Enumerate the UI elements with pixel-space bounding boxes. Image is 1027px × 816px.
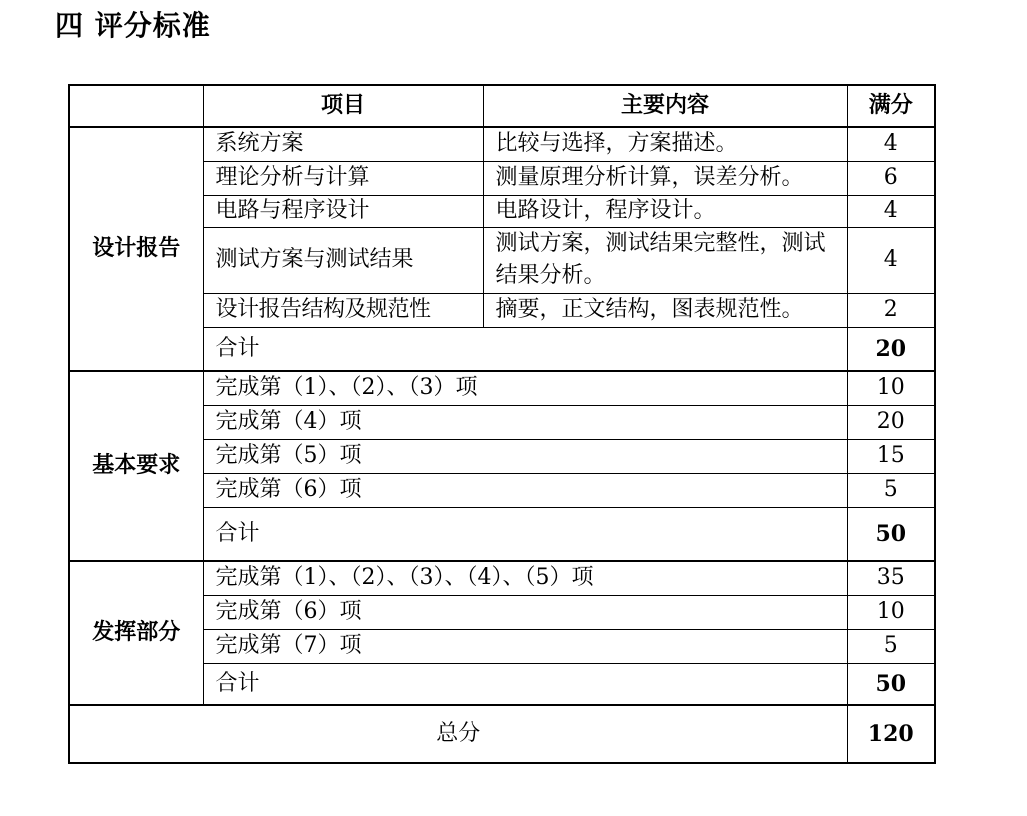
- item-cell: 完成第（5）项: [203, 439, 847, 473]
- score-cell: 10: [847, 595, 935, 629]
- section-heading: 四 评分标准: [55, 9, 211, 42]
- category-advanced: 发挥部分: [69, 561, 203, 705]
- header-blank-cell: [69, 85, 203, 127]
- scoring-table: [68, 84, 936, 764]
- item-cell: 测试方案与测试结果: [203, 227, 483, 293]
- score-cell: 10: [847, 371, 935, 405]
- subtotal-label: 合计: [203, 663, 847, 705]
- score-cell: 4: [847, 127, 935, 161]
- category-design-report: 设计报告: [69, 127, 203, 371]
- subtotal-label: 合计: [203, 327, 847, 371]
- score-cell: 4: [847, 227, 935, 293]
- item-cell: 完成第（1）、（2）、（3）项: [203, 371, 847, 405]
- grand-total-row: [69, 705, 935, 763]
- score-cell: 5: [847, 629, 935, 663]
- content-cell: 比较与选择，方案描述。: [483, 127, 847, 161]
- header-content: 主要内容: [483, 85, 847, 127]
- content-cell: 测量原理分析计算，误差分析。: [483, 161, 847, 195]
- score-cell: 2: [847, 293, 935, 327]
- table-row: [69, 371, 935, 405]
- subtotal-label: 合计: [203, 507, 847, 561]
- score-cell: 35: [847, 561, 935, 595]
- grand-total-label: 总分: [69, 705, 847, 763]
- item-cell: 系统方案: [203, 127, 483, 161]
- item-cell: 电路与程序设计: [203, 195, 483, 227]
- grand-total-value: 120: [847, 705, 935, 763]
- table-row: [69, 127, 935, 161]
- item-cell: 理论分析与计算: [203, 161, 483, 195]
- subtotal-value: 50: [847, 663, 935, 705]
- table-header-row: [69, 85, 935, 127]
- subtotal-value: 50: [847, 507, 935, 561]
- item-cell: 完成第（7）项: [203, 629, 847, 663]
- category-basic-requirements: 基本要求: [69, 371, 203, 561]
- content-cell: 测试方案，测试结果完整性，测试结果分析。: [483, 227, 847, 293]
- item-cell: 完成第（4）项: [203, 405, 847, 439]
- score-cell: 5: [847, 473, 935, 507]
- content-cell: 电路设计，程序设计。: [483, 195, 847, 227]
- score-cell: 20: [847, 405, 935, 439]
- score-cell: 6: [847, 161, 935, 195]
- item-cell: 完成第（1）、（2）、（3）、（4）、（5）项: [203, 561, 847, 595]
- header-score: 满分: [847, 85, 935, 127]
- score-cell: 4: [847, 195, 935, 227]
- table-row: [69, 561, 935, 595]
- item-cell: 设计报告结构及规范性: [203, 293, 483, 327]
- score-cell: 15: [847, 439, 935, 473]
- subtotal-value: 20: [847, 327, 935, 371]
- content-cell: 摘要，正文结构，图表规范性。: [483, 293, 847, 327]
- header-item: 项目: [203, 85, 483, 127]
- item-cell: 完成第（6）项: [203, 595, 847, 629]
- item-cell: 完成第（6）项: [203, 473, 847, 507]
